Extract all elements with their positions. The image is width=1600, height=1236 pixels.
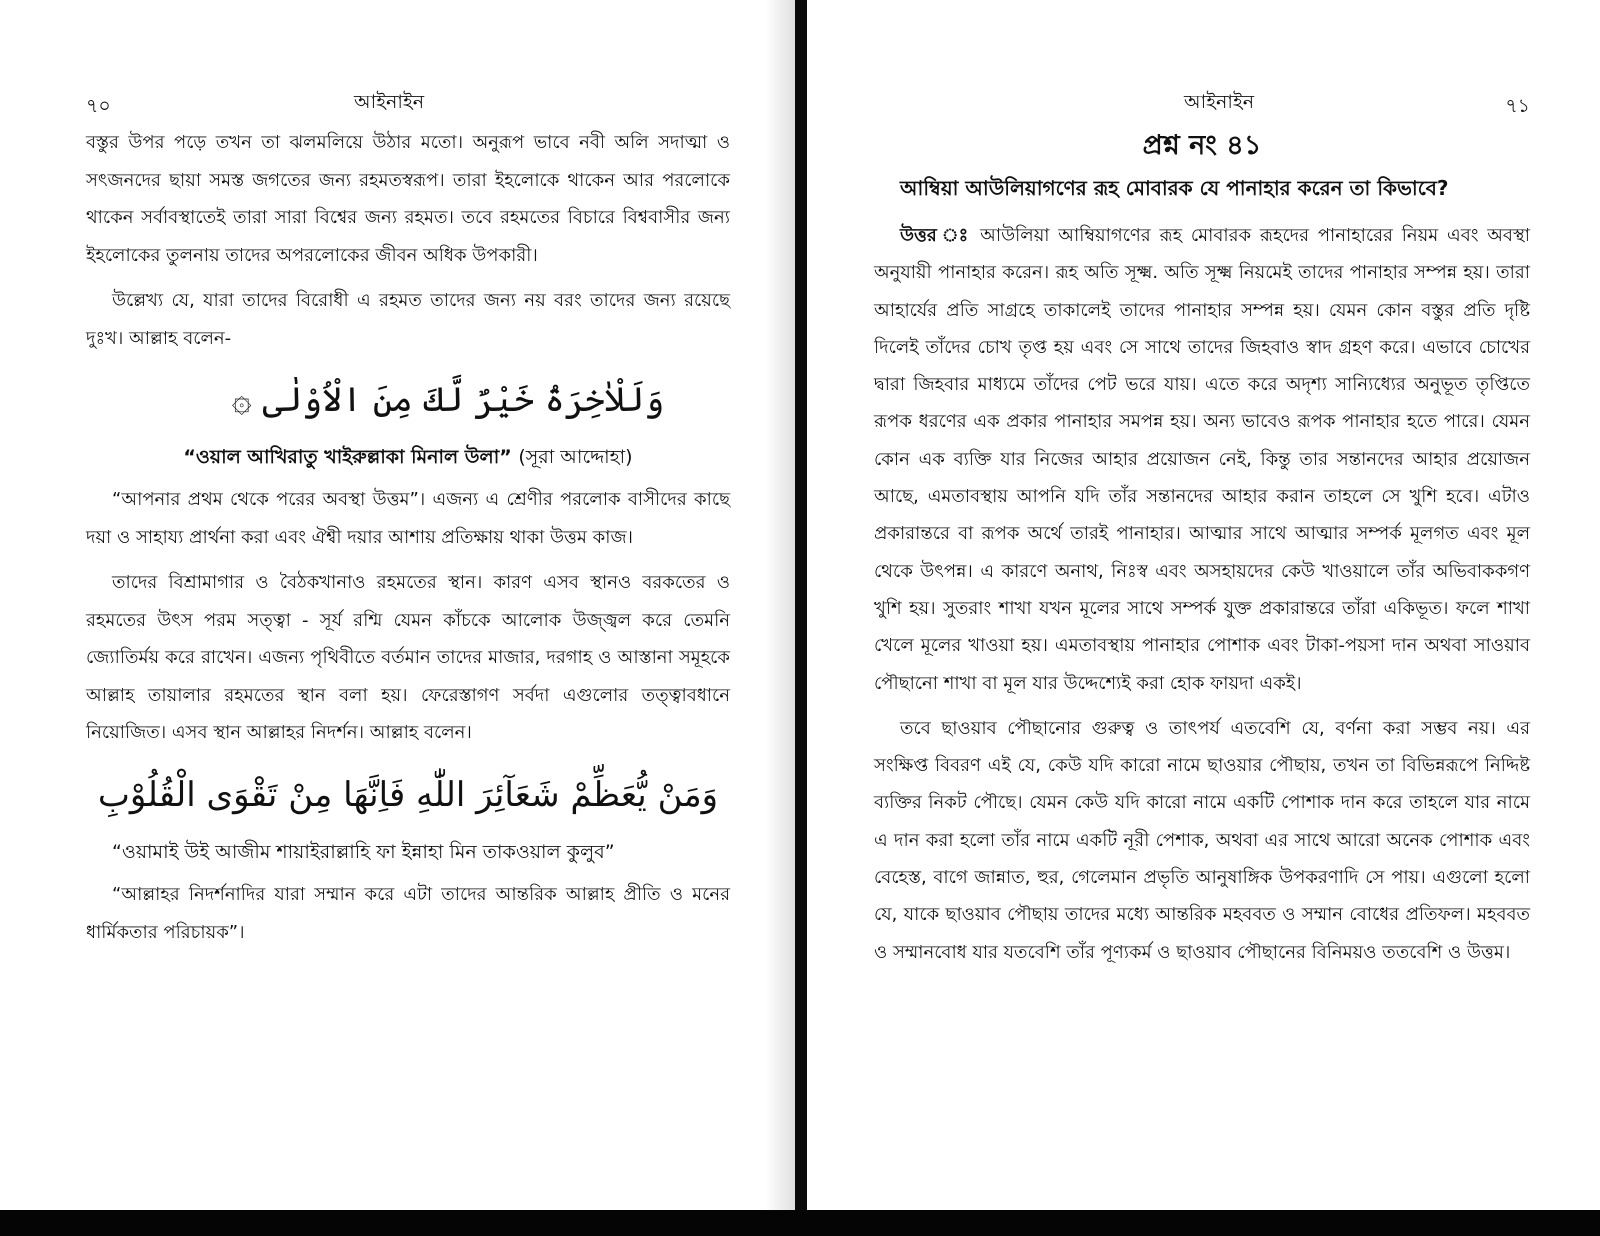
arabic-verse: وَلَلْاٰخِرَةُ خَيْرٌ لَّكَ مِنَ الْاُوْلٰى ۞ [231,380,665,420]
left-page [0,0,790,1210]
left-page-header [86,88,730,124]
running-title: আইনাইন [354,91,425,113]
page-number: ৭০ [86,95,111,117]
running-title: আইনাইন [1184,91,1255,113]
page-number: ৭১ [1505,95,1530,117]
transliteration-text: “ওয়াল আখিরাতু খাইরুল্লাকা মিনাল উলা” [183,446,512,469]
arabic-verse: وَمَنْ يُّعَظِّمْ شَعَآئِرَ اللّٰهِ فَاِنَّهَا مِنْ تَقْوَى الْقُلُوْبِ [97,774,719,815]
paragraph: বস্তুর উপর পড়ে তখন তা ঝলমলিয়ে উঠার মতো। অনুরূপ ভাবে নবী অলি সদাত্মা ও সৎজনদের ছায়া সমস্ত জগতের জন্য রহমতস্বরূপ। তারা ইহলোকে থাকেন আর পরলোকে থাকেন সর্বাবস্থাতেই তারা সারা বিশ্বের জন্য রহমত। তবে রহমতের বিচারে বিশ্ববাসীর জন্য ইহলোকের তুলনায় তাদের অপরলোকের জীবন অধিক উপকারী। [86,132,730,266]
paragraph: “আল্লাহর নিদর্শনাদির যারা সম্মান করে এটা তাদের আন্তরিক আল্লাহ প্রীতি ও মনের ধার্মিকতার পরিচায়ক”। [86,884,730,943]
transliteration-text: “ওয়ামাই উই আজীম শায়াইরাল্লাহি ফা ইন্নাহা মিন তাকওয়াল কুলুব” [112,841,615,864]
paragraph: উল্লেখ্য যে, যারা তাদের বিরোধী এ রহমত তাদের জন্য নয় বরং তাদের জন্য রয়েছে দুঃখ। আল্লাহ বলেন- [86,290,730,349]
scan-bottom-edge [0,1210,1600,1236]
transliteration-line [86,439,730,475]
book-spine [795,0,807,1236]
answer-paragraph [874,217,1530,702]
paragraph: তাদের বিশ্রামাগার ও বৈঠকখানাও রহমতের স্থান। কারণ এসব স্থানও বরকতের ও রহমতের উৎস পরম সত্ত্বা - সূর্য রশ্মি যেমন কাঁচকে আলোক উজ্জ্বল করে তেমনি জ্যোতির্ময় করে রাখেন। এজন্য পৃথিবীতে বর্তমান তাদের মাজার, দরগাহ ও আস্তানা সমূহকে আল্লাহ তায়ালার রহমতের স্থান বলা হয়। ফেরেস্তাগণ সর্বদা এগুলোর তত্ত্বাবধানে নিয়োজিত। এসব স্থান আল্লাহর নিদর্শন। আল্লাহ বলেন। [86,572,730,744]
answer-label: উত্তর ঃ [900,225,972,246]
paragraph: “আপনার প্রথম থেকে পরের অবস্থা উত্তম”। এজন্য এ শ্রেণীর পরলোক বাসীদের কাছে দয়া ও সাহায্য প্রার্থনা করা এবং ঐশ্বী দয়ার আশায় প্রতিক্ষায় থাকা উত্তম কাজ। [86,489,730,548]
right-page [810,0,1600,1210]
right-page-header [874,88,1530,124]
paragraph: তবে ছাওয়াব পৌছানোর গুরুত্ব ও তাৎপর্য এতবেশি যে, বর্ণনা করা সম্ভব নয়। এর সংক্ষিপ্ত বিবরণ এই যে, কেউ যদি কারো নামে ছাওয়ার পৌছায়, তখন তা বিভিন্নরূপে নিদ্দিষ্ট ব্যক্তির নিকট পৌছে। যেমন কেউ যদি কারো নামে একটি পোশাক দান করে তাহলে যার নামে এ দান করা হলো তাঁর নামে একটি নূরী পেশাক, অথবা এর সাথে আরো অনেক পোশাক এবং বেহেস্ত, বাগে জান্নাত, হুর, গেলেমান প্রভৃতি আনুষাঙ্গিক উপকরণাদি সে পায়। এগুলো হলো যে, যাকে ছাওয়াব পৌছায় তাদের মধ্যে আন্তরিক মহববত ও সম্মান বোধের প্রতিফল। মহববত ও সম্মানবোধ যার যতবেশি তাঁর পূণ্যকর্ম ও ছাওয়াব পৌছানের বিনিময়ও ততবেশি ও উত্তম। [874,717,1530,963]
surah-reference: (সূরা আদ্দোহা) [518,446,633,469]
answer-text: আউলিয়া আম্বিয়াগণের রূহ মোবারক রূহদের পানাহারের নিয়ম এবং অবস্থা অনুযায়ী পানাহার করেন। রূহ অতি সূক্ষ্ম. অতি সূক্ষ্ম নিয়মেই তাদের পানাহার সম্পন্ন হয়। তারা আহার্যের প্রতি সাগ্রহে তাকালেই তাদের পানাহার সম্পন্ন হয়। যেমন কোন বস্তুর প্রতি দৃষ্টি দিলেই তাঁদের চোখ তৃপ্ত হয় এবং সে সাথে তাদের জিহবাও স্বাদ গ্রহণ করে। এভাবে চোখের দ্বারা জিহবার মাধ্যমে তাঁদের পেট ভরে যায়। এতে করে অদৃশ্য সান্যিধ্যের অনুভূত তৃপ্তিতে রূপক ধরণের এক প্রকার পানাহার সমপন্ন হয়। অন্য ভাবেও রূপক পানাহার হতে পারে। যেমন কোন এক ব্যক্তি যার নিজের আহার প্রয়োজন নেই, কিন্তু তার সন্তানদের আহার প্রয়োজন আছে, এমতাবস্থায় আপনি যদি তাঁর সন্তানদের আহার করান তাহলে সে খুশি হবে। এটাও প্রকারান্তরে বা রূপক অর্থে তারই পানাহার। আত্মার সাথে আত্মার সম্পর্ক মূলগত এবং মূল থেকে উৎপন্ন। এ কারণে অনাথ, নিঃস্ব এবং অসহায়দের কেউ খাওয়ালে তাঁর অভিবাককগণ খুশি হয়। সুতরাং শাখা যখন মূলের সাথে সম্পর্ক যুক্ত প্রকারান্তরে তাঁরা একিভূত। ফলে শাখা খেলে মূলের খাওয়া হয়। এমতাবস্থায় পানাহার পোশাক এবং টাকা-পয়সা দান অথবা সাওয়াব পৌছানো শাখা বা মূল যার উদ্দেশ্যেই করা হোক ফায়দা একই। [874,225,1530,694]
question-title: আম্বিয়া আউলিয়াগণের রূহ মোবারক যে পানাহার করেন তা কিভাবে? [900,176,1449,200]
question-number-heading: প্রশ্ন নং ৪১ [1142,130,1262,161]
